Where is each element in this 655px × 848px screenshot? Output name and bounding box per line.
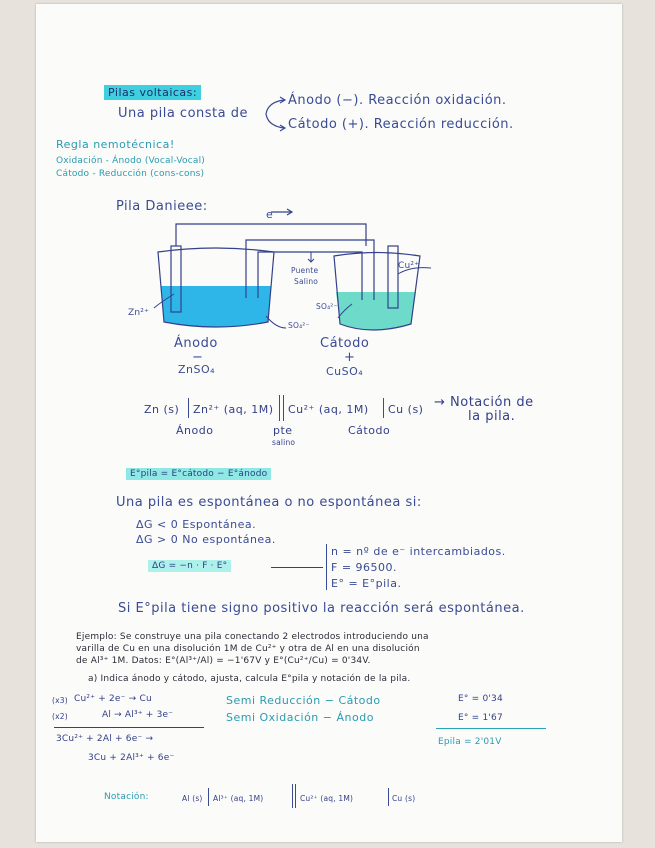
r2-type: Semi Oxidación − Ánodo: [226, 711, 374, 724]
e-value-2: E° = 1'67: [458, 713, 503, 723]
r1-equation: Cu²⁺ + 2e⁻ → Cu: [74, 694, 152, 704]
epila-result: Epila = 2'01V: [438, 737, 502, 747]
bridge-label-1: Puente: [291, 266, 319, 275]
spont-conclusion: Si E°pila tiene signo positivo la reacción será espontánea.: [118, 601, 525, 616]
cu-ion-label: Cu²⁺: [398, 261, 420, 271]
brace-arrows: [258, 94, 288, 134]
notation-left-ion: Zn²⁺ (aq, 1M): [193, 403, 274, 416]
spont-positive: ΔG > 0 No espontánea.: [136, 533, 276, 546]
spont-negative: ΔG < 0 Espontánea.: [136, 518, 257, 531]
notation-under-cathode: Cátodo: [348, 424, 391, 437]
so4-left-label: SO₄²⁻: [288, 321, 310, 330]
cathode-solution: [336, 292, 416, 330]
cathode-sign: +: [344, 350, 356, 365]
zn-ion-label: Zn²⁺: [128, 308, 150, 318]
section-title: Pilas voltaicas:: [104, 86, 201, 99]
bridge-label-2: Salino: [294, 277, 319, 286]
notation-left: Zn (s): [144, 403, 180, 416]
anode-solution: [161, 286, 271, 327]
external-wire: [176, 224, 366, 246]
e-value-1: E° = 0'34: [458, 694, 503, 704]
intro-cathode: Cátodo (+). Reacción reducción.: [288, 117, 514, 132]
notation-arrow-text-2: la pila.: [468, 409, 516, 424]
notation-right: Cu (s): [388, 403, 424, 416]
salt-bridge-bar-1: [292, 784, 293, 808]
def-e: E° = E°pila.: [331, 577, 402, 590]
definitions-bracket: [326, 544, 327, 590]
salt-bridge-bar-2: [295, 784, 296, 808]
def-n: n = nº de e⁻ intercambiados.: [331, 545, 506, 558]
salt-bridge-bar-1: [279, 395, 280, 421]
so4-right-label: SO₄²⁻: [316, 302, 338, 311]
sum-equation-1: 3Cu²⁺ + 2Al + 6e⁻ →: [56, 734, 154, 744]
salt-bridge-bar-2: [283, 395, 284, 421]
intro-anode: Ánodo (−). Reacción oxidación.: [288, 93, 507, 108]
connector-line: [271, 567, 323, 568]
anode-sign: −: [192, 350, 204, 365]
cathode-solution-label: CuSO₄: [326, 365, 364, 378]
r2-factor: (x2): [52, 712, 68, 721]
anode-label: Ánodo: [174, 336, 218, 351]
example-question: a) Indica ánodo y cátodo, ajusta, calcula E°pila y notación de la pila.: [88, 674, 411, 684]
example-notation-left-ion: Al³⁺ (aq, 1M): [213, 794, 264, 803]
def-f: F = 96500.: [331, 561, 398, 574]
notes-page: [36, 4, 622, 842]
example-line3: de Al³⁺ 1M. Datos: E°(Al³⁺/Al) = −1'67V y E°(Cu²⁺/Cu) = 0'34V.: [76, 656, 371, 666]
gibbs-formula: ΔG = −n · F · E°: [148, 561, 231, 571]
r2-equation: Al → Al³⁺ + 3e⁻: [102, 710, 174, 720]
phase-boundary: [383, 398, 384, 418]
phase-boundary: [388, 788, 389, 806]
example-line1: Ejemplo: Se construye una pila conectando 2 electrodos introduciendo una: [76, 632, 429, 642]
r1-factor: (x3): [52, 696, 68, 705]
phase-boundary: [188, 398, 189, 418]
notation-arrow-text: → Notación de: [434, 395, 534, 410]
notation-right-ion: Cu²⁺ (aq, 1M): [288, 403, 369, 416]
sum-line: [54, 727, 204, 728]
r1-type: Semi Reducción − Cátodo: [226, 694, 381, 707]
daniell-heading: Pila Danieee:: [116, 199, 208, 214]
spont-question: Una pila es espontánea o no espontánea si:: [116, 495, 422, 510]
example-notation-left: Al (s): [182, 794, 203, 803]
example-notation-right: Cu (s): [392, 794, 416, 803]
epila-formula: E°pila = E°cátodo − E°ánodo: [126, 469, 271, 479]
electron-label: e⁻: [266, 208, 280, 221]
example-line2: varilla de Cu en una disolución 1M de Cu²⁺ y otra de Al en una disolución: [76, 644, 420, 654]
mnemonic-line1: Oxidación - Ánodo (Vocal-Vocal): [56, 156, 206, 166]
phase-boundary: [208, 788, 209, 806]
anode-solution-label: ZnSO₄: [178, 363, 216, 376]
cathode-label: Cátodo: [320, 336, 370, 351]
mnemonic-heading: Regla nemotécnica!: [56, 138, 175, 151]
epila-line: [436, 728, 546, 729]
notation-under-bridge-1: pte: [273, 424, 293, 437]
example-notation-label: Notación:: [104, 792, 149, 802]
daniell-cell-diagram: [106, 204, 446, 344]
notation-under-bridge-2: salino: [272, 438, 296, 447]
mnemonic-line2: Cátodo - Reducción (cons-cons): [56, 169, 205, 179]
notation-under-anode: Ánodo: [176, 424, 214, 437]
intro-lead: Una pila consta de: [118, 106, 248, 121]
sum-equation-2: 3Cu + 2Al³⁺ + 6e⁻: [88, 753, 175, 763]
example-notation-right-ion: Cu²⁺ (aq, 1M): [300, 794, 354, 803]
